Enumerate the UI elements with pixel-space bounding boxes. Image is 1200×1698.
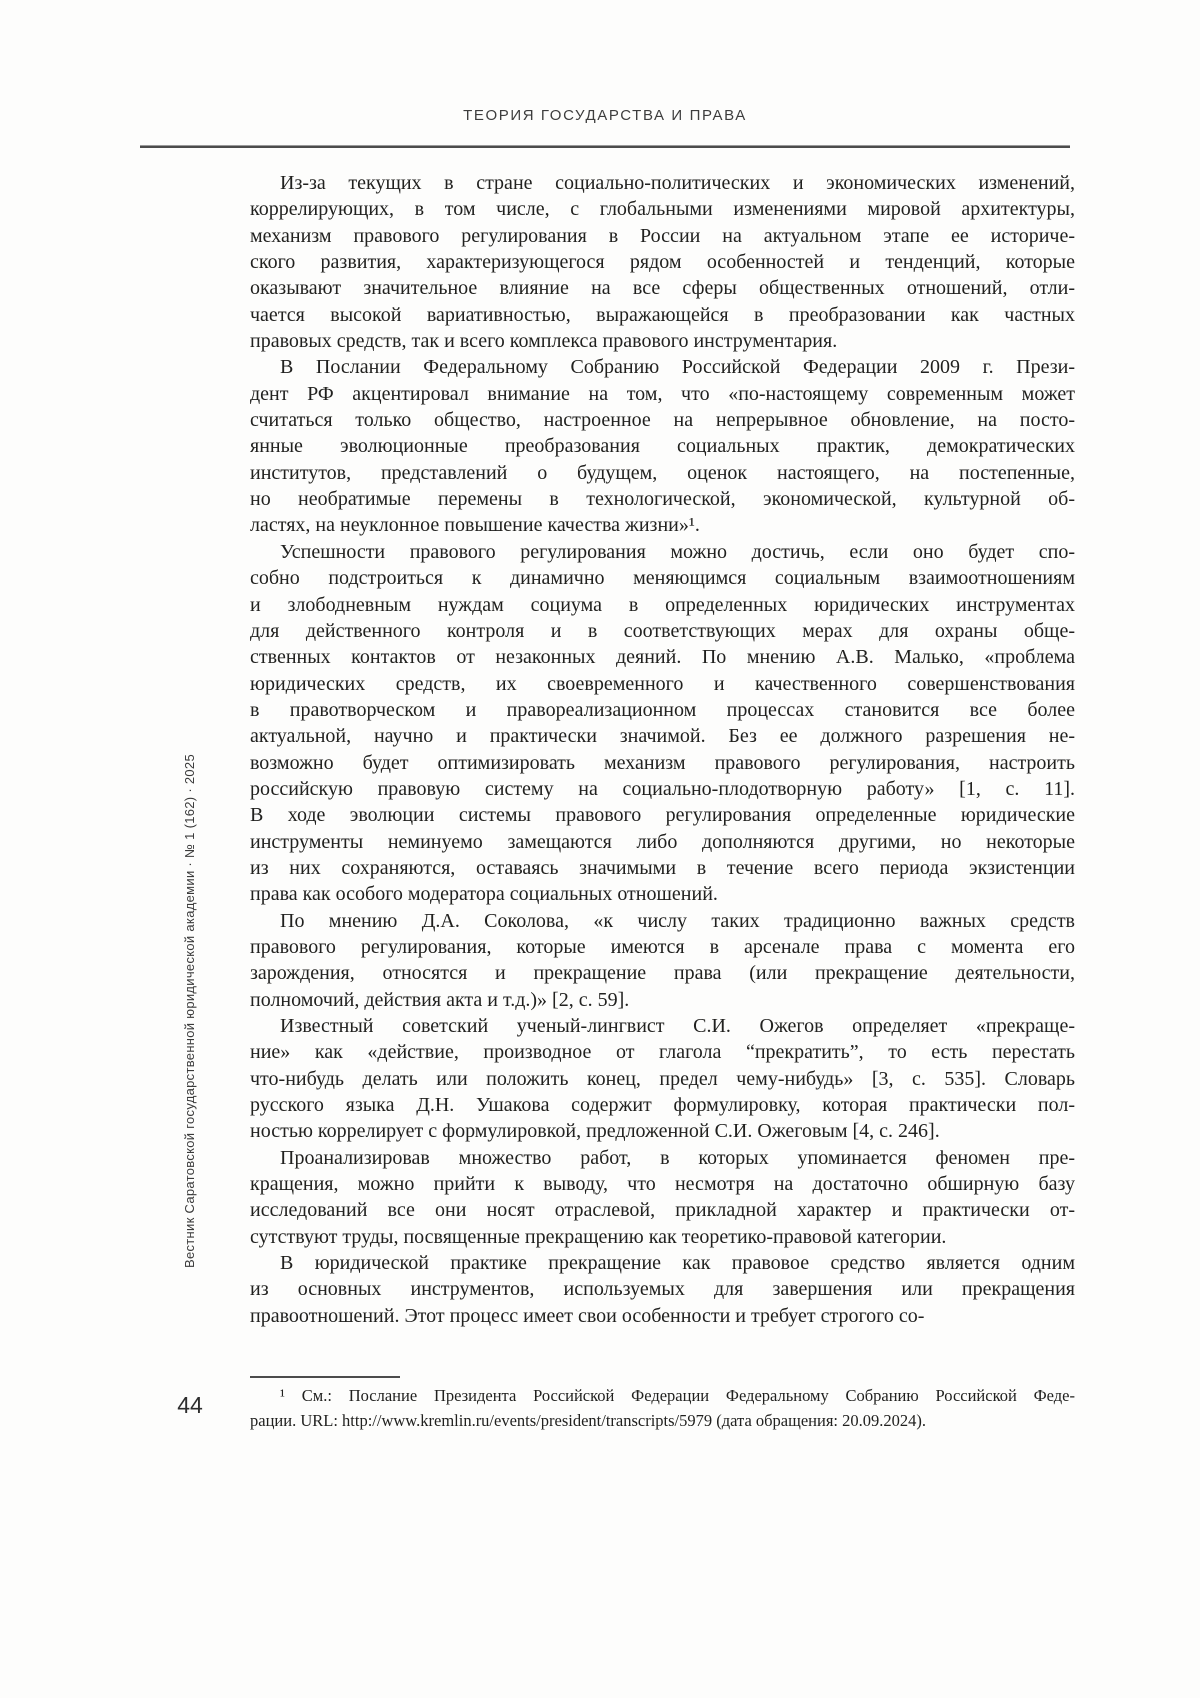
text-line: В юридической практике прекращение как правовое средство является одним xyxy=(280,1252,1075,1275)
paragraph xyxy=(250,1250,1075,1329)
text-line: правового регулирования, которые имеются в арсенале права с момента его xyxy=(250,935,1075,958)
text-line: институтов, представлений о будущем, оценок настоящего, на постепенные, xyxy=(250,461,1075,484)
article-body xyxy=(250,170,1075,1329)
text-line: возможно будет оптимизировать механизм правового регулирования, настроить xyxy=(250,751,1075,774)
text-line: чается высокой вариативностью, выражающейся в преобразовании как частных xyxy=(250,303,1075,326)
footnote xyxy=(250,1384,1075,1433)
text-line: правоотношений. Этот процесс имеет свои особенности и требует строгого со- xyxy=(250,1304,925,1327)
text-line: в правотворческом и правореализационном процессах становится все более xyxy=(250,698,1075,721)
text-line: исследований все они носят отраслевой, прикладной характер и практически от- xyxy=(250,1199,1075,1222)
text-line: оказывают значительное влияние на все сферы общественных отношений, отли- xyxy=(250,277,1075,300)
paragraph xyxy=(250,1145,1075,1250)
footnote-line: рации. URL: http://www.kremlin.ru/events/president/transcripts/5979 (дата обращения: 20.09.2024). xyxy=(250,1410,926,1430)
text-line: ского развития, характеризующегося рядом особенностей и тенденций, которые xyxy=(250,251,1075,274)
text-line: полномочий, действия акта и т.д.)» [2, с. 59]. xyxy=(250,988,630,1011)
text-line: русского языка Д.Н. Ушакова содержит формулировку, которая практически пол- xyxy=(250,1094,1075,1117)
paragraph xyxy=(250,170,1075,354)
text-line: что-нибудь делать или положить конец, предел чему-нибудь» [3, с. 535]. Словарь xyxy=(250,1067,1075,1090)
paragraph xyxy=(250,1013,1075,1145)
text-line: В Послании Федеральному Собранию Российской Федерации 2009 г. Прези- xyxy=(280,356,1075,379)
text-line: собно подстроиться к динамично меняющимся социальным взаимоотношениям xyxy=(250,567,1075,590)
text-line: коррелирующих, в том числе, с глобальными изменениями мировой архитектуры, xyxy=(250,198,1075,221)
text-line: российскую правовую систему на социально-плодотворную работу» [1, с. 11]. xyxy=(250,777,1075,800)
text-line: актуальной, научно и практически значимой. Без ее должного разрешения не- xyxy=(250,725,1075,748)
paragraph xyxy=(250,908,1075,1013)
text-line: ластях, на неуклонное повышение качества жизни»¹. xyxy=(250,514,700,537)
text-line: Из-за текущих в стране социально-политических и экономических изменений, xyxy=(280,172,1075,194)
text-line: ственных контактов от незаконных деяний. По мнению А.В. Малько, «проблема xyxy=(250,646,1075,669)
text-line: ние» как «действие, производное от глагола “прекратить”, то есть перестать xyxy=(250,1041,1075,1064)
text-line: считаться только общество, настроенное на непрерывное обновление, на посто- xyxy=(250,409,1075,432)
text-line: правовых средств, так и всего комплекса правового инструментария. xyxy=(250,330,838,353)
text-line: По мнению Д.А. Соколова, «к числу таких традиционно важных средств xyxy=(280,909,1075,932)
text-line: из них сохраняются, оставаясь значимыми в течение всего периода экзистенции xyxy=(250,856,1075,879)
text-line: дент РФ акцентировал внимание на том, что «по-настоящему современным может xyxy=(250,382,1075,405)
paragraph xyxy=(250,354,1075,538)
text-line: права как особого модератора социальных отношений. xyxy=(250,883,718,906)
text-line: из основных инструментов, используемых для завершения или прекращения xyxy=(250,1278,1075,1301)
text-line: кращения, можно прийти к выводу, что несмотря на достаточно обширную базу xyxy=(250,1173,1075,1196)
text-line: зарождения, относятся и прекращение права (или прекращение деятельности, xyxy=(250,962,1075,985)
text-line: механизм правового регулирования в России на актуальном этапе ее историче- xyxy=(250,224,1075,247)
text-line: В ходе эволюции системы правового регулирования определенные юридические xyxy=(250,804,1075,827)
text-line: юридических средств, их своевременного и качественного совершенствования xyxy=(250,672,1075,695)
text-line: инструменты неминуемо замещаются либо дополняются другими, но некоторые xyxy=(250,830,1075,853)
header-rule xyxy=(140,145,1070,148)
page-number: 44 xyxy=(177,1392,203,1418)
running-head: ТЕОРИЯ ГОСУДАРСТВА И ПРАВА xyxy=(463,107,747,124)
text-line: янные эволюционные преобразования социальных практик, демократических xyxy=(250,435,1075,458)
footnote-rule xyxy=(250,1376,400,1378)
text-line: Успешности правового регулирования можно достичь, если оно будет спо- xyxy=(280,540,1075,563)
text-line: Известный советский ученый-лингвист С.И. Ожегов определяет «прекраще- xyxy=(280,1015,1075,1037)
footnote-line: ¹ См.: Послание Президента Российской Федерации Федеральному Собранию Российской Феде- xyxy=(280,1386,1075,1405)
text-line: и злободневным нуждам социума в определенных юридических инструментах xyxy=(250,593,1075,616)
journal-sidebar-caption: Вестник Саратовской государственной юридической академии · № 1 (162) · 2025 xyxy=(182,754,197,1268)
text-line: сутствуют труды, посвященные прекращению как теоретико-правовой категории. xyxy=(250,1225,947,1248)
text-line: ностью коррелирует с формулировкой, предложенной С.И. Ожеговым [4, с. 246]. xyxy=(250,1120,940,1143)
text-line: для действенного контроля и в соответствующих мерах для охраны обще- xyxy=(250,619,1075,642)
text-line: но необратимые перемены в технологической, экономической, культурной об- xyxy=(250,488,1075,511)
text-line: Проанализировав множество работ, в которых упоминается феномен пре- xyxy=(280,1146,1075,1169)
paragraph xyxy=(250,539,1075,908)
